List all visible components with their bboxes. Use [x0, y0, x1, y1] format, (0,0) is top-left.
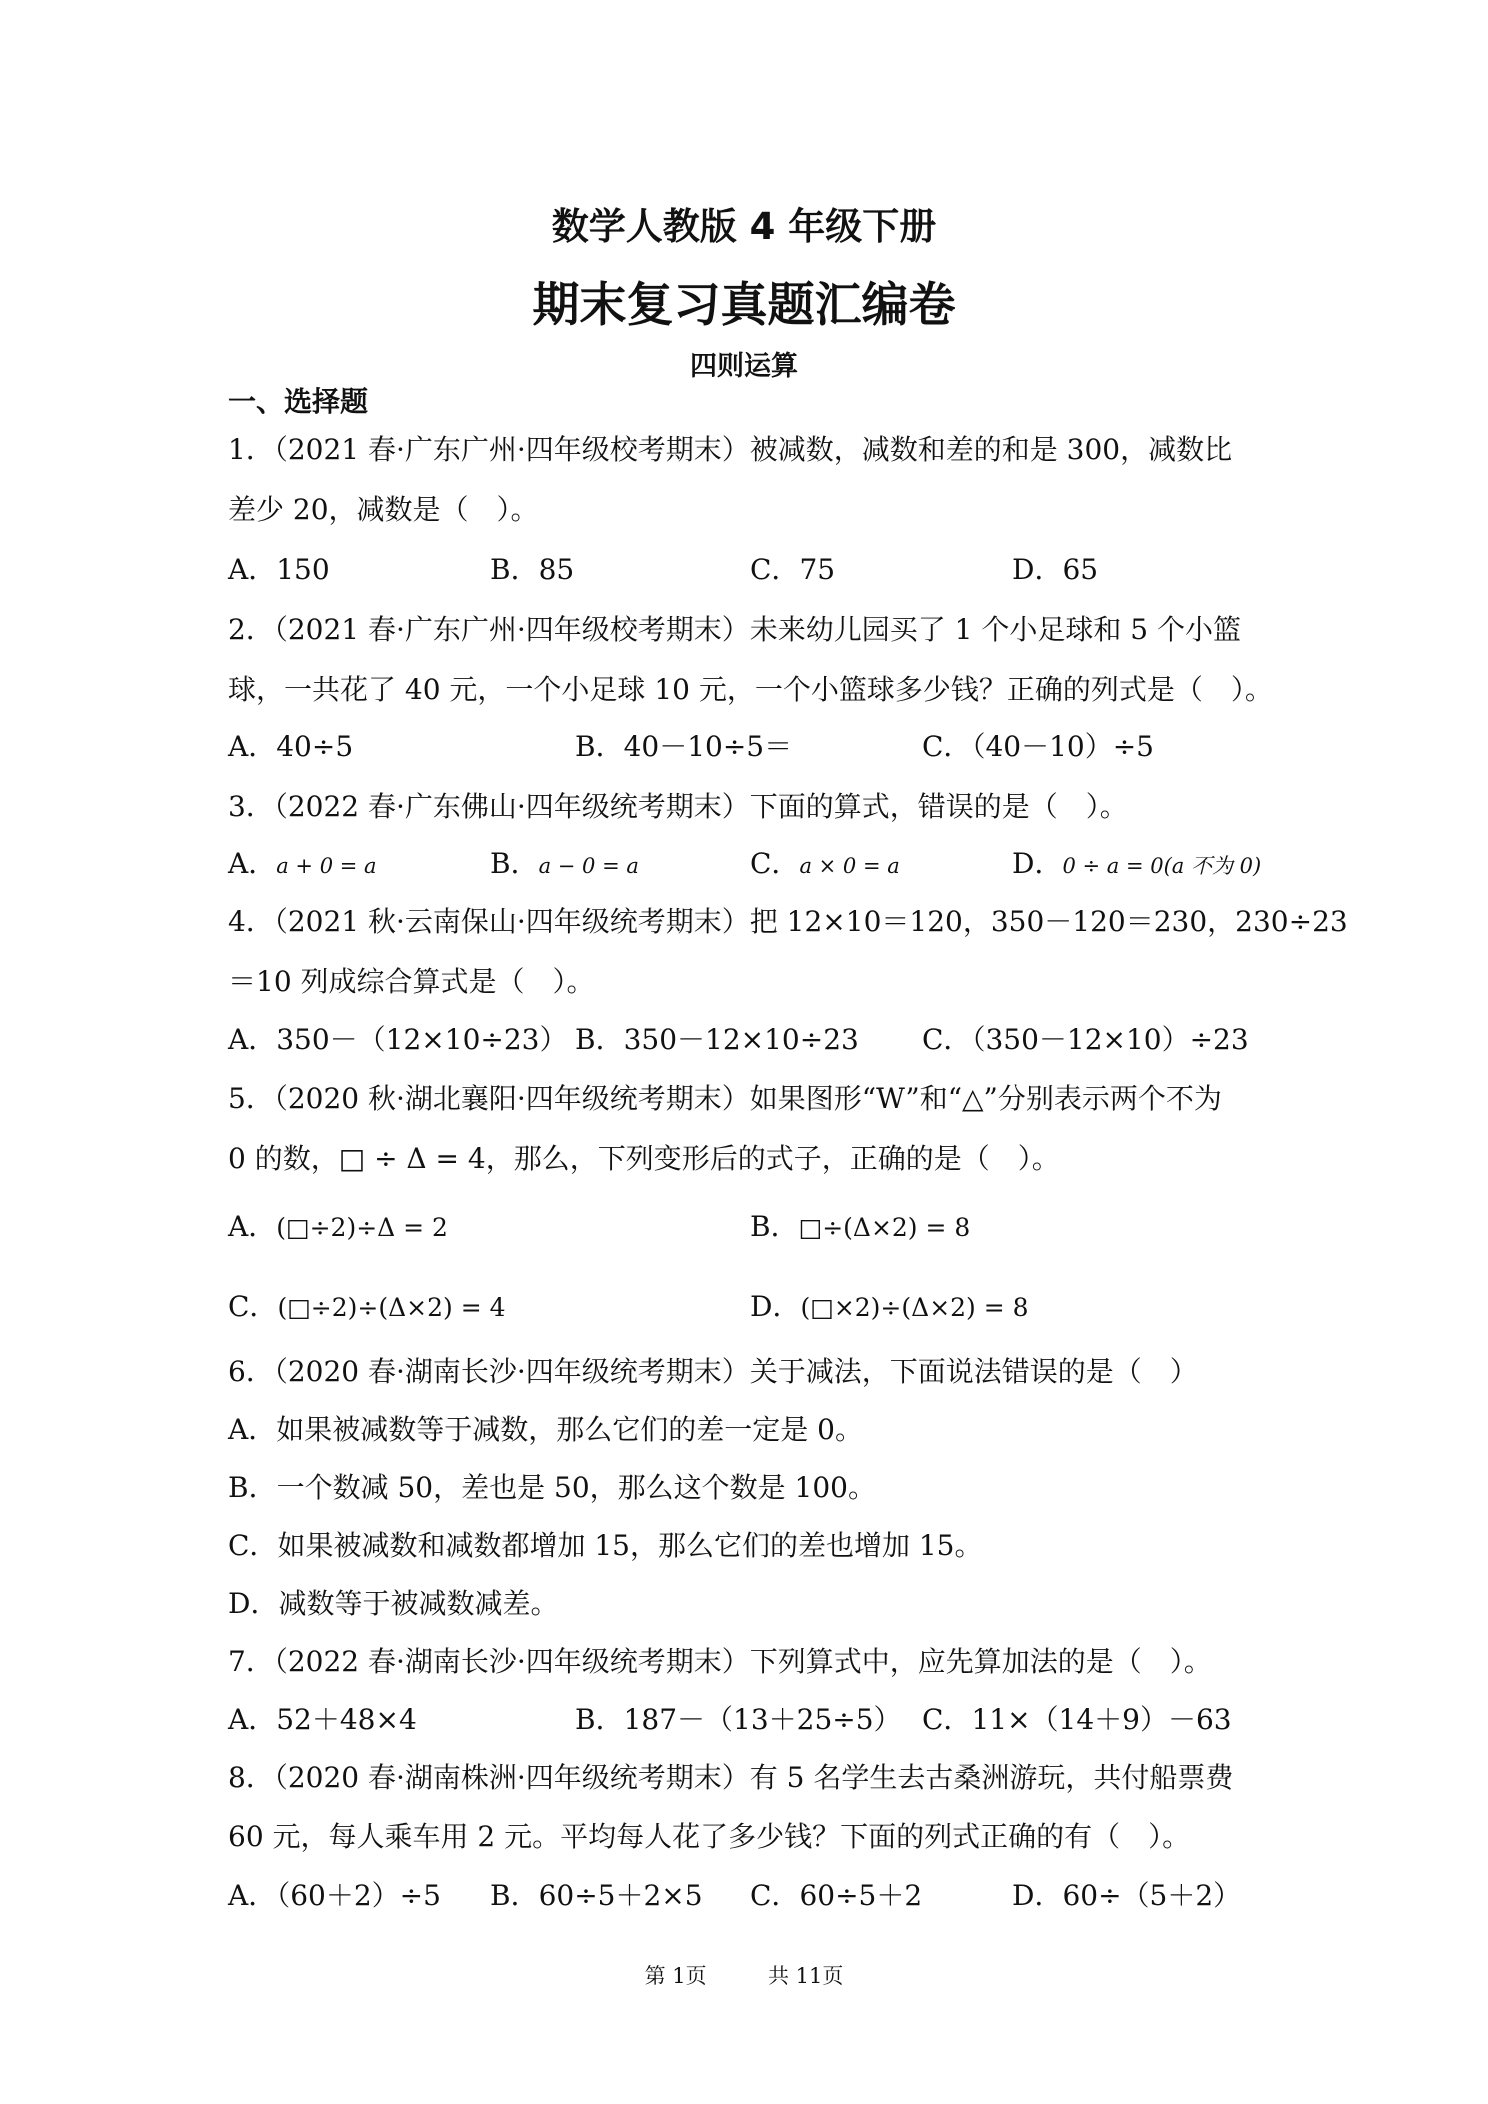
question-8-option-a[interactable]: A．（60＋2）÷5: [228, 1879, 441, 1912]
question-4-line-1: 4．（2021 秋·云南保山·四年级统考期末）把 12×10＝120，350－120＝230，230÷23: [228, 905, 1348, 938]
question-5-option-d[interactable]: D．(□×2)÷(Δ×2) = 8: [750, 1290, 1029, 1323]
question-6-option-c[interactable]: C．如果被减数和减数都增加 15，那么它们的差也增加 15。: [228, 1529, 983, 1562]
question-4-option-c[interactable]: C．（350－12×10）÷23: [922, 1023, 1249, 1056]
page-total: 共 11页: [768, 1964, 844, 1988]
question-3-option-a[interactable]: A．a + 0 = a: [228, 847, 377, 880]
question-3-option-b[interactable]: B．a − 0 = a: [490, 847, 639, 880]
question-1-option-d[interactable]: D．65: [1012, 553, 1099, 586]
question-2-option-a[interactable]: A．40÷5: [228, 730, 354, 763]
question-5-line-2: 0 的数，□ ÷ Δ = 4，那么，下列变形后的式子，正确的是（ ）。: [228, 1142, 1060, 1175]
document-title: 数学人教版 4 年级下册: [551, 205, 937, 248]
question-7-option-a[interactable]: A．52＋48×4: [228, 1703, 417, 1736]
question-5-line-1: 5．（2020 秋·湖北襄阳·四年级统考期末）如果图形“W”和“△”分别表示两个不为: [228, 1082, 1222, 1115]
document-topic: 四则运算: [690, 351, 798, 382]
question-3-option-c[interactable]: C．a × 0 = a: [750, 847, 900, 880]
question-3-option-d[interactable]: D．0 ÷ a = 0(a 不为 0): [1012, 847, 1262, 880]
question-7-option-c[interactable]: C．11×（14＋9）－63: [922, 1703, 1232, 1736]
question-1-line-2: 差少 20，减数是（ ）。: [228, 493, 539, 526]
question-5-option-a[interactable]: A．(□÷2)÷Δ = 2: [228, 1210, 448, 1243]
question-6-line-1: 6．（2020 春·湖南长沙·四年级统考期末）关于减法，下面说法错误的是（ ）: [228, 1355, 1198, 1388]
document-subtitle: 期末复习真题汇编卷: [532, 278, 956, 333]
question-4-option-a[interactable]: A．350－（12×10÷23）: [228, 1023, 568, 1056]
page-footer: [0, 1960, 1488, 1990]
question-5-option-b[interactable]: B．□÷(Δ×2) = 8: [750, 1210, 971, 1243]
question-8-line-1: 8．（2020 春·湖南株洲·四年级统考期末）有 5 名学生去古桑洲游玩，共付船票费: [228, 1761, 1234, 1794]
question-1-option-a[interactable]: A．150: [228, 553, 330, 586]
question-2-line-1: 2．（2021 春·广东广州·四年级校考期末）未来幼儿园买了 1 个小足球和 5 个小篮: [228, 613, 1242, 646]
question-1-line-1: 1．（2021 春·广东广州·四年级校考期末）被减数，减数和差的和是 300，减数比: [228, 433, 1233, 466]
question-8-option-b[interactable]: B．60÷5＋2×5: [490, 1879, 703, 1912]
question-1-option-c[interactable]: C．75: [750, 553, 836, 586]
question-4-line-2: ＝10 列成综合算式是（ ）。: [228, 965, 595, 998]
question-2-line-2: 球，一共花了 40 元，一个小足球 10 元，一个小篮球多少钱？正确的列式是（ ）。: [228, 673, 1273, 706]
question-3-line-1: 3．（2022 春·广东佛山·四年级统考期末）下面的算式，错误的是（ ）。: [228, 790, 1128, 823]
question-6-option-d[interactable]: D．减数等于被减数减差。: [228, 1587, 559, 1620]
question-6-option-b[interactable]: B．一个数减 50，差也是 50，那么这个数是 100。: [228, 1471, 876, 1504]
question-7-line-1: 7．（2022 春·湖南长沙·四年级统考期末）下列算式中，应先算加法的是（ ）。: [228, 1645, 1212, 1678]
question-7-option-b[interactable]: B．187－（13＋25÷5）: [575, 1703, 902, 1736]
question-4-option-b[interactable]: B．350－12×10÷23: [575, 1023, 859, 1056]
question-1-option-b[interactable]: B．85: [490, 553, 575, 586]
question-8-option-c[interactable]: C．60÷5＋2: [750, 1879, 923, 1912]
question-8-option-d[interactable]: D．60÷（5＋2）: [1012, 1879, 1242, 1912]
question-2-option-c[interactable]: C．（40－10）÷5: [922, 730, 1154, 763]
page-number: 第 1页: [644, 1964, 707, 1988]
question-6-option-a[interactable]: A．如果被减数等于减数，那么它们的差一定是 0。: [228, 1413, 863, 1446]
question-5-option-c[interactable]: C．(□÷2)÷(Δ×2) = 4: [228, 1290, 506, 1323]
question-2-option-b[interactable]: B．40－10÷5＝: [575, 730, 793, 763]
section-heading: 一、选择题: [228, 385, 369, 418]
question-8-line-2: 60 元，每人乘车用 2 元。平均每人花了多少钱？下面的列式正确的有（ ）。: [228, 1820, 1191, 1853]
